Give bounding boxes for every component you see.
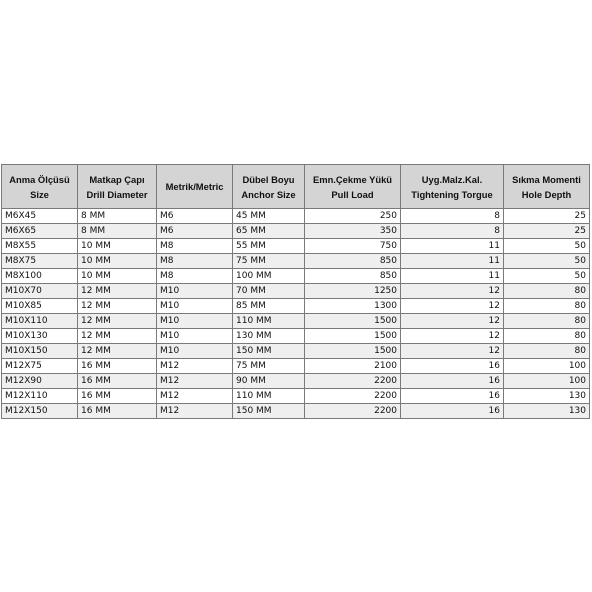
cell-drill-diameter: 10 MM — [78, 269, 157, 284]
cell-anchor-size: 75 MM — [233, 254, 305, 269]
cell-hole-depth: 100 — [504, 359, 590, 374]
table-row — [2, 224, 590, 239]
cell-pull-load: 2200 — [305, 374, 401, 389]
cell-tightening-torque: 16 — [401, 389, 504, 404]
column-header-hole-depth — [504, 165, 590, 209]
cell-tightening-torque: 12 — [401, 299, 504, 314]
cell-size: M6X65 — [2, 224, 78, 239]
header-row — [2, 165, 590, 209]
cell-tightening-torque: 12 — [401, 314, 504, 329]
cell-hole-depth: 25 — [504, 224, 590, 239]
cell-pull-load: 1500 — [305, 314, 401, 329]
cell-metric: M12 — [157, 404, 233, 419]
cell-size: M8X55 — [2, 239, 78, 254]
cell-drill-diameter: 16 MM — [78, 374, 157, 389]
cell-size: M12X75 — [2, 359, 78, 374]
table-row — [2, 329, 590, 344]
table-row — [2, 209, 590, 224]
cell-size: M12X90 — [2, 374, 78, 389]
cell-anchor-size: 45 MM — [233, 209, 305, 224]
cell-pull-load: 850 — [305, 254, 401, 269]
cell-tightening-torque: 16 — [401, 404, 504, 419]
cell-hole-depth: 80 — [504, 344, 590, 359]
column-header-label: Matkap Çapı — [89, 173, 145, 185]
cell-pull-load: 750 — [305, 239, 401, 254]
cell-anchor-size: 110 MM — [233, 389, 305, 404]
cell-size: M12X110 — [2, 389, 78, 404]
cell-hole-depth: 80 — [504, 314, 590, 329]
cell-size: M12X150 — [2, 404, 78, 419]
cell-pull-load: 350 — [305, 224, 401, 239]
cell-tightening-torque: 8 — [401, 209, 504, 224]
table-row — [2, 299, 590, 314]
cell-pull-load: 2100 — [305, 359, 401, 374]
table-header — [2, 165, 590, 209]
cell-drill-diameter: 12 MM — [78, 344, 157, 359]
cell-metric: M12 — [157, 359, 233, 374]
cell-pull-load: 1250 — [305, 284, 401, 299]
cell-size: M10X150 — [2, 344, 78, 359]
column-header-label: Dübel Boyu — [242, 173, 295, 185]
table-row — [2, 269, 590, 284]
column-header-sublabel: Pull Load — [331, 188, 374, 200]
cell-drill-diameter: 8 MM — [78, 224, 157, 239]
cell-anchor-size: 85 MM — [233, 299, 305, 314]
cell-size: M10X110 — [2, 314, 78, 329]
cell-anchor-size: 130 MM — [233, 329, 305, 344]
column-header-label: Metrik/Metric — [165, 181, 224, 192]
column-header-sublabel: Drill Diameter — [86, 188, 148, 200]
column-header-size — [2, 165, 78, 209]
cell-anchor-size: 55 MM — [233, 239, 305, 254]
cell-hole-depth: 100 — [504, 374, 590, 389]
column-header-label: Uyg.Malz.Kal. — [421, 173, 483, 185]
cell-metric: M6 — [157, 224, 233, 239]
column-header-label: Sıkma Momenti — [512, 173, 581, 185]
cell-anchor-size: 100 MM — [233, 269, 305, 284]
column-header-sublabel: Hole Depth — [521, 188, 572, 200]
cell-metric: M10 — [157, 299, 233, 314]
cell-hole-depth: 80 — [504, 329, 590, 344]
cell-drill-diameter: 12 MM — [78, 299, 157, 314]
cell-metric: M10 — [157, 344, 233, 359]
column-header-sublabel: Anchor Size — [241, 188, 296, 200]
cell-drill-diameter: 12 MM — [78, 329, 157, 344]
cell-drill-diameter: 12 MM — [78, 314, 157, 329]
cell-size: M10X70 — [2, 284, 78, 299]
table-row — [2, 404, 590, 419]
cell-drill-diameter: 16 MM — [78, 359, 157, 374]
cell-anchor-size: 70 MM — [233, 284, 305, 299]
cell-hole-depth: 50 — [504, 254, 590, 269]
anchor-spec-table — [1, 164, 590, 419]
cell-pull-load: 1500 — [305, 344, 401, 359]
table-row — [2, 314, 590, 329]
cell-pull-load: 2200 — [305, 404, 401, 419]
cell-tightening-torque: 12 — [401, 284, 504, 299]
cell-hole-depth: 130 — [504, 404, 590, 419]
cell-anchor-size: 150 MM — [233, 404, 305, 419]
table-row — [2, 359, 590, 374]
column-header-sublabel: Size — [30, 188, 49, 200]
column-header-label: Emn.Çekme Yükü — [312, 173, 393, 185]
cell-tightening-torque: 12 — [401, 329, 504, 344]
cell-metric: M12 — [157, 389, 233, 404]
cell-anchor-size: 90 MM — [233, 374, 305, 389]
cell-metric: M8 — [157, 239, 233, 254]
column-header-metric — [157, 165, 233, 209]
cell-size: M10X130 — [2, 329, 78, 344]
cell-tightening-torque: 11 — [401, 269, 504, 284]
table-row — [2, 254, 590, 269]
column-header-sublabel: Tightening Torgue — [411, 188, 493, 200]
cell-tightening-torque: 11 — [401, 254, 504, 269]
column-header-pull-load — [305, 165, 401, 209]
cell-size: M10X85 — [2, 299, 78, 314]
cell-pull-load: 1300 — [305, 299, 401, 314]
cell-metric: M10 — [157, 329, 233, 344]
cell-hole-depth: 80 — [504, 284, 590, 299]
column-header-tightening-torque — [401, 165, 504, 209]
cell-metric: M12 — [157, 374, 233, 389]
cell-drill-diameter: 10 MM — [78, 239, 157, 254]
cell-pull-load: 250 — [305, 209, 401, 224]
table-row — [2, 374, 590, 389]
cell-drill-diameter: 16 MM — [78, 389, 157, 404]
cell-tightening-torque: 12 — [401, 344, 504, 359]
table-row — [2, 239, 590, 254]
cell-drill-diameter: 8 MM — [78, 209, 157, 224]
cell-metric: M10 — [157, 314, 233, 329]
cell-hole-depth: 80 — [504, 299, 590, 314]
cell-drill-diameter: 16 MM — [78, 404, 157, 419]
cell-size: M8X100 — [2, 269, 78, 284]
cell-pull-load: 2200 — [305, 389, 401, 404]
cell-hole-depth: 50 — [504, 269, 590, 284]
cell-anchor-size: 110 MM — [233, 314, 305, 329]
column-header-label: Anma Ölçüsü — [9, 173, 70, 185]
cell-hole-depth: 50 — [504, 239, 590, 254]
table-body — [2, 209, 590, 419]
cell-pull-load: 1500 — [305, 329, 401, 344]
cell-anchor-size: 150 MM — [233, 344, 305, 359]
cell-pull-load: 850 — [305, 269, 401, 284]
cell-tightening-torque: 8 — [401, 224, 504, 239]
cell-metric: M6 — [157, 209, 233, 224]
cell-drill-diameter: 10 MM — [78, 254, 157, 269]
cell-size: M8X75 — [2, 254, 78, 269]
cell-metric: M10 — [157, 284, 233, 299]
cell-size: M6X45 — [2, 209, 78, 224]
cell-tightening-torque: 16 — [401, 374, 504, 389]
column-header-anchor-size — [233, 165, 305, 209]
table-row — [2, 344, 590, 359]
cell-anchor-size: 75 MM — [233, 359, 305, 374]
table-row — [2, 284, 590, 299]
cell-hole-depth: 130 — [504, 389, 590, 404]
table-row — [2, 389, 590, 404]
cell-anchor-size: 65 MM — [233, 224, 305, 239]
cell-tightening-torque: 16 — [401, 359, 504, 374]
cell-metric: M8 — [157, 254, 233, 269]
cell-hole-depth: 25 — [504, 209, 590, 224]
cell-metric: M8 — [157, 269, 233, 284]
cell-drill-diameter: 12 MM — [78, 284, 157, 299]
cell-tightening-torque: 11 — [401, 239, 504, 254]
column-header-drill-diameter — [78, 165, 157, 209]
